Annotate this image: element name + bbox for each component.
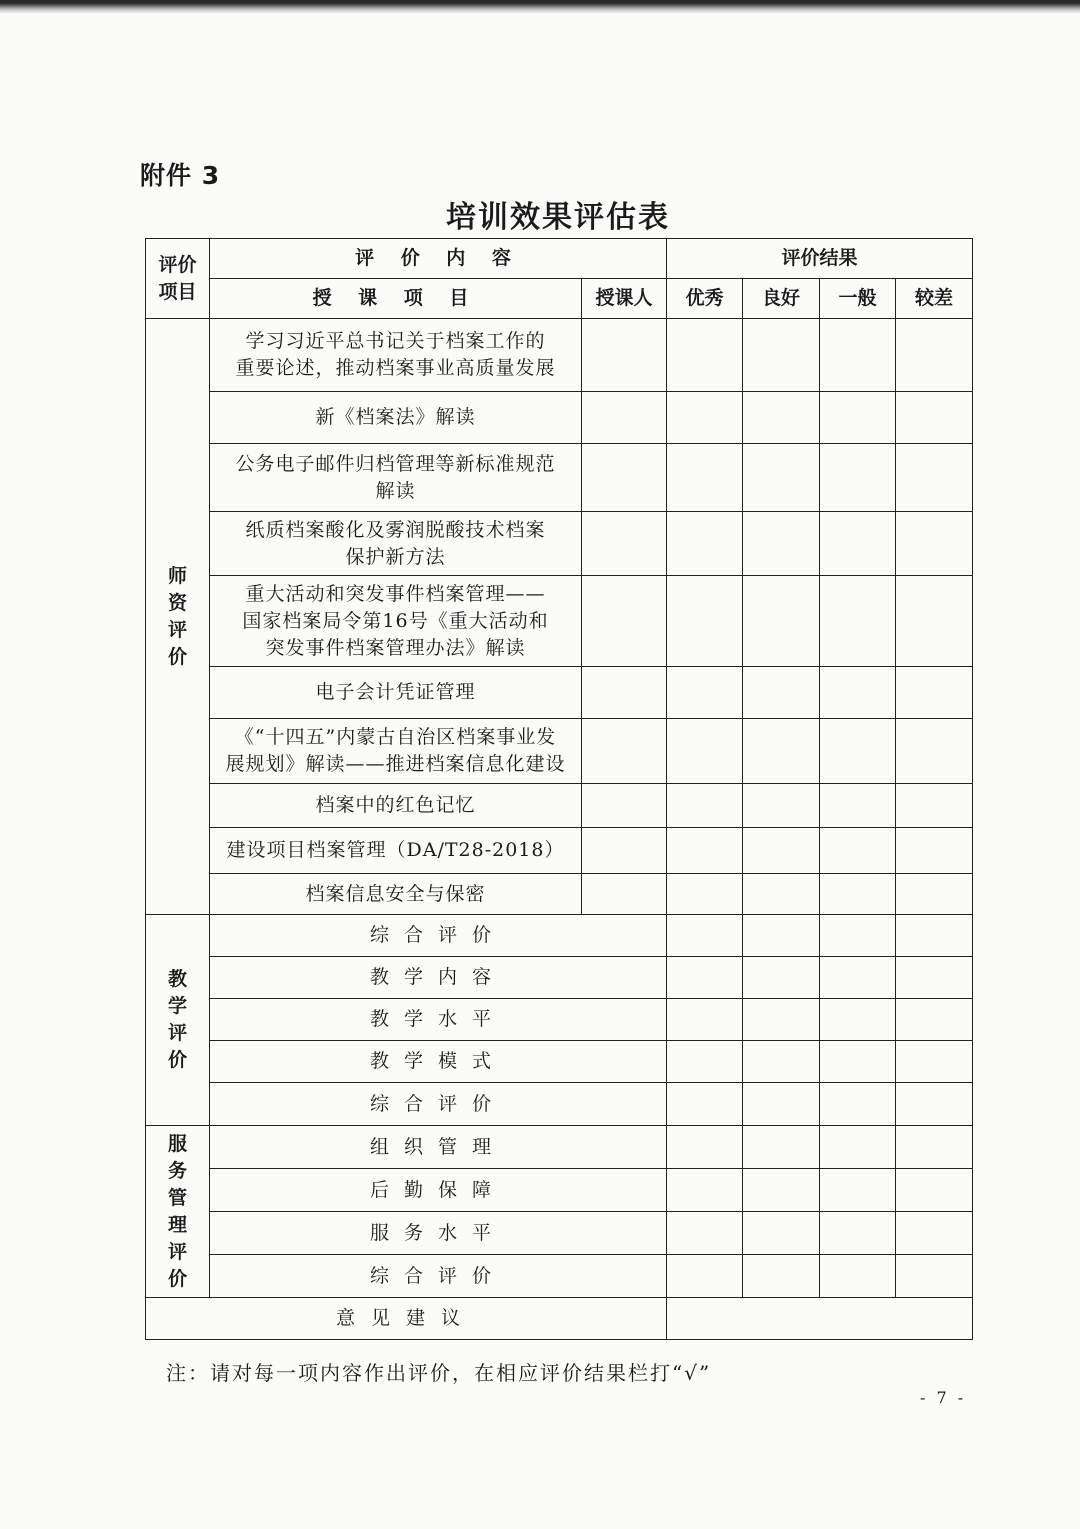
- lecturer-cell[interactable]: [582, 874, 667, 915]
- grade-average-cell[interactable]: [820, 1212, 896, 1255]
- grade-excellent-cell[interactable]: [667, 576, 743, 667]
- grade-excellent-cell[interactable]: [667, 828, 743, 874]
- grade-good-cell[interactable]: [743, 784, 820, 828]
- grade-excellent-cell[interactable]: [667, 444, 743, 512]
- category-faculty: 师资评价: [146, 319, 210, 915]
- grade-average-cell[interactable]: [820, 957, 896, 999]
- grade-average-cell[interactable]: [820, 319, 896, 392]
- grade-poor-cell[interactable]: [896, 1041, 973, 1083]
- grade-good-cell[interactable]: [743, 828, 820, 874]
- grade-average-cell[interactable]: [820, 874, 896, 915]
- item-cell: 综合评价: [210, 1083, 667, 1126]
- grade-average-cell[interactable]: [820, 512, 896, 576]
- lecturer-cell[interactable]: [582, 667, 667, 719]
- table-row: [146, 874, 973, 915]
- grade-good-cell[interactable]: [743, 444, 820, 512]
- table-row: [146, 444, 973, 512]
- header-eval-content: 评 价 内 容: [210, 239, 667, 279]
- grade-poor-cell[interactable]: [896, 784, 973, 828]
- course-cell: 《“十四五”内蒙古自治区档案事业发 展规划》解读——推进档案信息化建设: [210, 719, 582, 784]
- grade-good-cell[interactable]: [743, 1041, 820, 1083]
- grade-poor-cell[interactable]: [896, 957, 973, 999]
- grade-poor-cell[interactable]: [896, 512, 973, 576]
- grade-poor-cell[interactable]: [896, 1212, 973, 1255]
- item-cell: 教学模式: [210, 1041, 667, 1083]
- grade-excellent-cell[interactable]: [667, 1169, 743, 1212]
- table-row: [146, 957, 973, 999]
- grade-good-cell[interactable]: [743, 392, 820, 444]
- grade-excellent-cell[interactable]: [667, 874, 743, 915]
- header-grade-good: 良好: [743, 279, 820, 319]
- lecturer-cell[interactable]: [582, 784, 667, 828]
- table-row: [146, 784, 973, 828]
- grade-average-cell[interactable]: [820, 915, 896, 957]
- course-cell: 重大活动和突发事件档案管理—— 国家档案局令第16号《重大活动和 突发事件档案管理办法》解读: [210, 576, 582, 667]
- grade-good-cell[interactable]: [743, 512, 820, 576]
- header-course: 授 课 项 目: [210, 279, 582, 319]
- grade-average-cell[interactable]: [820, 828, 896, 874]
- grade-poor-cell[interactable]: [896, 915, 973, 957]
- item-cell: 服务水平: [210, 1212, 667, 1255]
- scan-edge: [0, 0, 1080, 14]
- table-row: [146, 1083, 973, 1126]
- grade-average-cell[interactable]: [820, 999, 896, 1041]
- grade-poor-cell[interactable]: [896, 576, 973, 667]
- footnote: 注：请对每一项内容作出评价，在相应评价结果栏打“√”: [166, 1361, 712, 1385]
- table-row: [146, 392, 973, 444]
- item-cell: 后勤保障: [210, 1169, 667, 1212]
- opinion-input-cell[interactable]: [667, 1298, 973, 1340]
- table-row: [146, 1298, 973, 1340]
- grade-poor-cell[interactable]: [896, 392, 973, 444]
- grade-poor-cell[interactable]: [896, 444, 973, 512]
- table-row: [146, 1169, 973, 1212]
- table-row: [146, 1255, 973, 1298]
- lecturer-cell[interactable]: [582, 512, 667, 576]
- grade-poor-cell[interactable]: [896, 1126, 973, 1169]
- grade-average-cell[interactable]: [820, 1169, 896, 1212]
- grade-excellent-cell[interactable]: [667, 1126, 743, 1169]
- table-row: [146, 999, 973, 1041]
- header-grade-average: 一般: [820, 279, 896, 319]
- lecturer-cell[interactable]: [582, 319, 667, 392]
- table-row: [146, 667, 973, 719]
- course-cell: 建设项目档案管理（DA/T28-2018）: [210, 828, 582, 874]
- grade-good-cell[interactable]: [743, 957, 820, 999]
- grade-average-cell[interactable]: [820, 1255, 896, 1298]
- grade-good-cell[interactable]: [743, 576, 820, 667]
- grade-poor-cell[interactable]: [896, 719, 973, 784]
- table-row: [146, 1126, 973, 1169]
- grade-average-cell[interactable]: [820, 1083, 896, 1126]
- grade-excellent-cell[interactable]: [667, 784, 743, 828]
- header-grade-poor: 较差: [896, 279, 973, 319]
- lecturer-cell[interactable]: [582, 576, 667, 667]
- table-row: [146, 576, 973, 667]
- header-lecturer: 授课人: [582, 279, 667, 319]
- table-row: [146, 915, 973, 957]
- item-cell: 综合评价: [210, 915, 667, 957]
- grade-excellent-cell[interactable]: [667, 1212, 743, 1255]
- table-row: [146, 1212, 973, 1255]
- lecturer-cell[interactable]: [582, 719, 667, 784]
- grade-excellent-cell[interactable]: [667, 667, 743, 719]
- grade-excellent-cell[interactable]: [667, 957, 743, 999]
- table-row: [146, 319, 973, 392]
- lecturer-cell[interactable]: [582, 828, 667, 874]
- course-cell: 学习习近平总书记关于档案工作的 重要论述，推动档案事业高质量发展: [210, 319, 582, 392]
- grade-good-cell[interactable]: [743, 874, 820, 915]
- grade-good-cell[interactable]: [743, 1255, 820, 1298]
- course-cell: 档案中的红色记忆: [210, 784, 582, 828]
- header-grade-excellent: 优秀: [667, 279, 743, 319]
- lecturer-cell[interactable]: [582, 392, 667, 444]
- grade-excellent-cell[interactable]: [667, 915, 743, 957]
- grade-excellent-cell[interactable]: [667, 512, 743, 576]
- grade-good-cell[interactable]: [743, 719, 820, 784]
- grade-average-cell[interactable]: [820, 784, 896, 828]
- grade-average-cell[interactable]: [820, 719, 896, 784]
- course-cell: 电子会计凭证管理: [210, 667, 582, 719]
- table-row: [146, 1041, 973, 1083]
- category-teaching: 教学评价: [146, 915, 210, 1126]
- grade-poor-cell[interactable]: [896, 1083, 973, 1126]
- grade-good-cell[interactable]: [743, 1169, 820, 1212]
- grade-excellent-cell[interactable]: [667, 319, 743, 392]
- grade-good-cell[interactable]: [743, 1083, 820, 1126]
- category-service: 服务管理评价: [146, 1126, 210, 1298]
- course-cell: 公务电子邮件归档管理等新标准规范 解读: [210, 444, 582, 512]
- page-number: - 7 -: [920, 1388, 967, 1407]
- grade-poor-cell[interactable]: [896, 667, 973, 719]
- grade-excellent-cell[interactable]: [667, 999, 743, 1041]
- grade-excellent-cell[interactable]: [667, 719, 743, 784]
- course-cell: 档案信息安全与保密: [210, 874, 582, 915]
- grade-excellent-cell[interactable]: [667, 1041, 743, 1083]
- table-row: [146, 719, 973, 784]
- item-cell: 综合评价: [210, 1255, 667, 1298]
- grade-average-cell[interactable]: [820, 1041, 896, 1083]
- item-cell: 教学内容: [210, 957, 667, 999]
- lecturer-cell[interactable]: [582, 444, 667, 512]
- grade-poor-cell[interactable]: [896, 999, 973, 1041]
- grade-good-cell[interactable]: [743, 319, 820, 392]
- document-title: 培训效果评估表: [446, 200, 670, 235]
- grade-good-cell[interactable]: [743, 1212, 820, 1255]
- evaluation-table: [145, 238, 973, 1340]
- attachment-label: 附件 3: [140, 161, 221, 190]
- grade-excellent-cell[interactable]: [667, 1083, 743, 1126]
- grade-good-cell[interactable]: [743, 915, 820, 957]
- grade-average-cell[interactable]: [820, 576, 896, 667]
- grade-poor-cell[interactable]: [896, 319, 973, 392]
- grade-good-cell[interactable]: [743, 999, 820, 1041]
- grade-average-cell[interactable]: [820, 444, 896, 512]
- table-row: [146, 828, 973, 874]
- header-eval-item: 评价项目: [146, 239, 210, 319]
- grade-poor-cell[interactable]: [896, 1255, 973, 1298]
- item-cell: 组织管理: [210, 1126, 667, 1169]
- grade-good-cell[interactable]: [743, 667, 820, 719]
- course-cell: 新《档案法》解读: [210, 392, 582, 444]
- grade-excellent-cell[interactable]: [667, 1255, 743, 1298]
- table-row: [146, 512, 973, 576]
- opinion-label: 意见建议: [146, 1298, 667, 1340]
- grade-poor-cell[interactable]: [896, 828, 973, 874]
- grade-excellent-cell[interactable]: [667, 392, 743, 444]
- grade-poor-cell[interactable]: [896, 874, 973, 915]
- grade-average-cell[interactable]: [820, 667, 896, 719]
- course-cell: 纸质档案酸化及雾润脱酸技术档案 保护新方法: [210, 512, 582, 576]
- item-cell: 教学水平: [210, 999, 667, 1041]
- header-eval-result: 评价结果: [667, 239, 973, 279]
- grade-average-cell[interactable]: [820, 392, 896, 444]
- grade-poor-cell[interactable]: [896, 1169, 973, 1212]
- grade-average-cell[interactable]: [820, 1126, 896, 1169]
- grade-good-cell[interactable]: [743, 1126, 820, 1169]
